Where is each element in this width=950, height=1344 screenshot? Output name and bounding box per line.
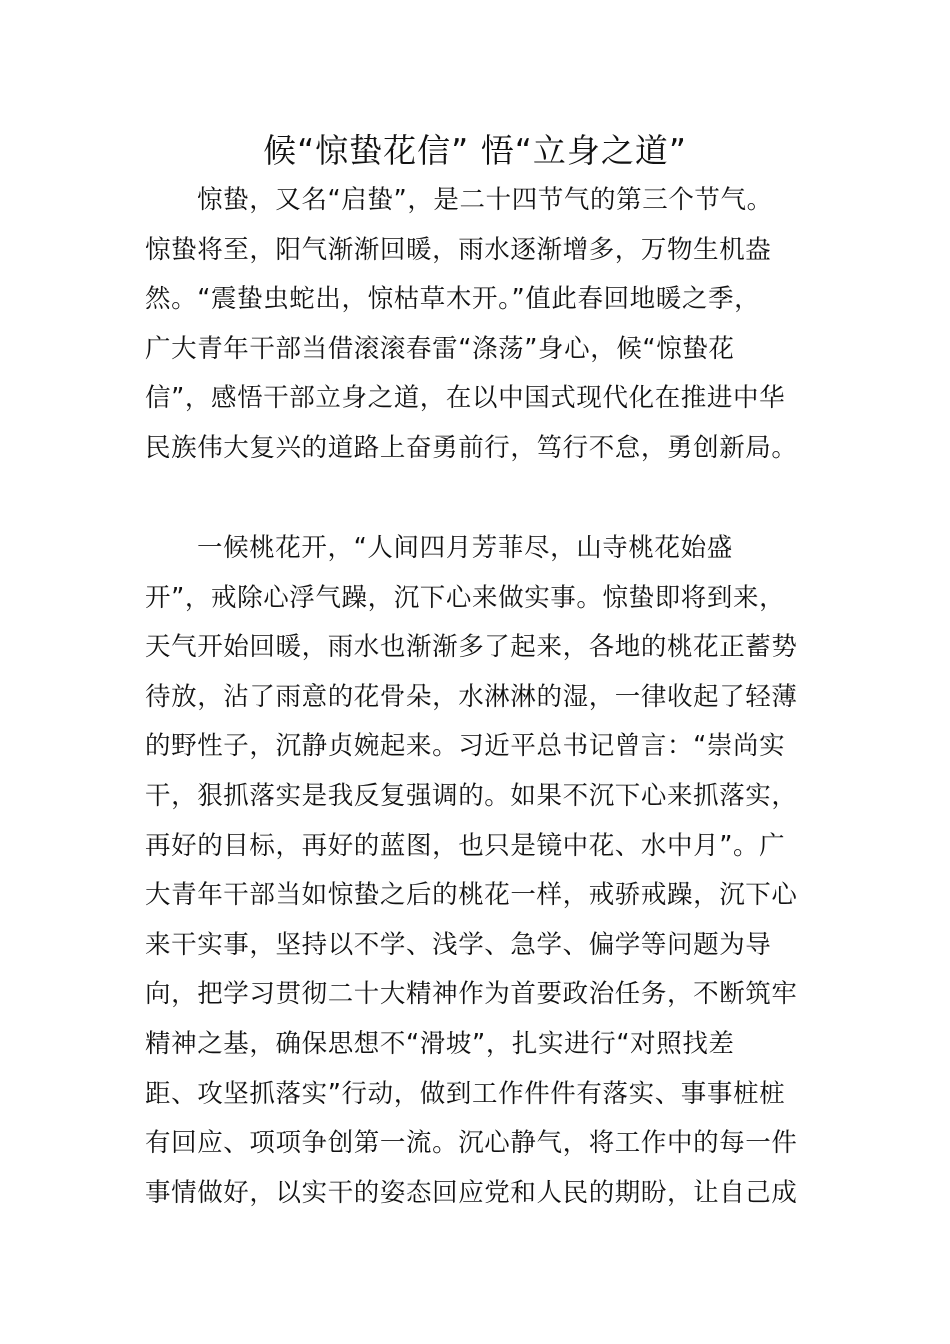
paragraph-line: 干，狠抓落实是我反复强调的。如果不沉下心来抓落实， (145, 780, 798, 811)
paragraph-line: 民族伟大复兴的道路上奋勇前行，笃行不怠，勇创新局。 (145, 432, 798, 463)
paragraph-line: 广大青年干部当借滚滚春雷“涤荡”身心，候“惊蛰花 (145, 333, 735, 364)
paragraph-line: 惊蛰将至，阳气渐渐回暖，雨水逐渐增多，万物生机盎 (145, 234, 772, 265)
paragraph-line: 待放，沾了雨意的花骨朵，水淋淋的湿，一律收起了轻薄 (145, 681, 798, 712)
paragraph-intro (145, 176, 815, 474)
paragraph-line: 开”，戒除心浮气躁，沉下心来做实事。惊蛰即将到来， (145, 582, 786, 613)
paragraph-line: 惊蛰，又名“启蛰”，是二十四节气的第三个节气。 (197, 185, 773, 215)
paragraph-line: 距、攻坚抓落实”行动，做到工作件件有落实、事事桩桩 (145, 1078, 786, 1109)
paragraph-line: 再好的目标，再好的蓝图，也只是镜中花、水中月”。广 (145, 830, 786, 861)
paragraph-line: 有回应、项项争创第一流。沉心静气，将工作中的每一件 (145, 1128, 798, 1159)
paragraph-line: 大青年干部当如惊蛰之后的桃花一样，戒骄戒躁，沉下心 (145, 880, 798, 911)
paragraph-line: 天气开始回暖，雨水也渐渐多了起来，各地的桃花正蓄势 (145, 632, 798, 663)
document-title: 候“惊蛰花信” 悟“立身之道” (263, 131, 687, 170)
paragraph-line: 事情做好，以实干的姿态回应党和人民的期盼，让自己成 (145, 1177, 798, 1208)
paragraph-peach-blossom (145, 524, 815, 1218)
paragraph-line: 来干实事，坚持以不学、浅学、急学、偏学等问题为导 (145, 929, 772, 960)
paragraph-line: 一候桃花开，“人间四月芳菲尽，山寺桃花始盛 (197, 533, 733, 563)
paragraph-line: 精神之基，确保思想不“滑坡”，扎实进行“对照找差 (145, 1028, 735, 1059)
paragraph-line: 的野性子，沉静贞婉起来。习近平总书记曾言：“崇尚实 (145, 731, 786, 762)
paragraph-line: 信”，感悟干部立身之道，在以中国式现代化在推进中华 (145, 383, 786, 414)
paragraph-line: 然。“震蛰虫蛇出，惊枯草木开。”值此春回地暖之季， (145, 284, 761, 315)
paragraph-line: 向，把学习贯彻二十大精神作为首要政治任务，不断筑牢 (145, 979, 798, 1010)
